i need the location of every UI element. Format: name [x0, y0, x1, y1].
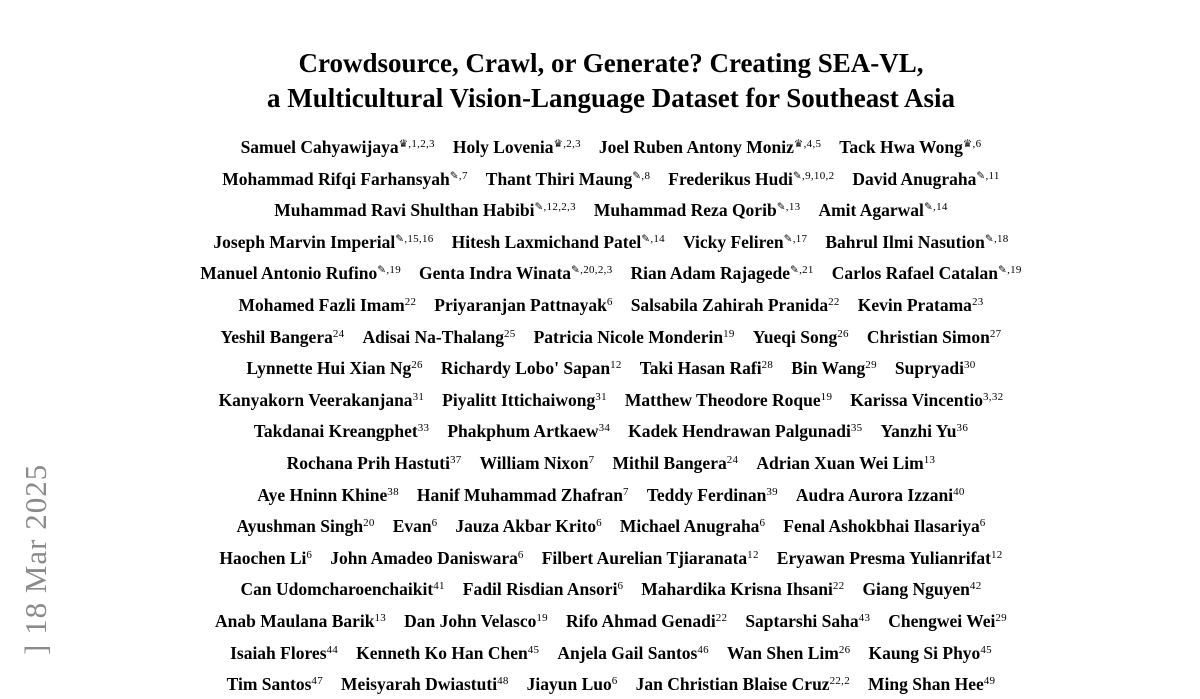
author-affiliation-superscript: 6 [431, 517, 438, 530]
author-line [22, 162, 1200, 194]
author-name: Tack Hwa Wong$^{♛,6}$ [839, 137, 982, 157]
author-line [22, 130, 1200, 162]
pen-icon: ✎ [776, 201, 786, 214]
author-name: Jauza Akbar Krito$^6$ [455, 516, 602, 537]
author-line [22, 446, 1200, 478]
arxiv-date-strip: ] 18 Mar 2025 [18, 463, 53, 655]
crown-icon: ♛ [962, 138, 973, 150]
author-affiliation-superscript: 12 [747, 548, 759, 561]
pen-icon: ✎ [997, 264, 1008, 277]
author-affiliation-superscript: 22 [715, 611, 728, 624]
author-name: Mohamed Fazli Imam$^{22}$ [238, 294, 417, 315]
author-affiliation-superscript: 6 [606, 295, 613, 308]
author-affiliation-superscript: ♛,1,2,3 [398, 138, 435, 150]
author-affiliation-superscript: 47 [311, 675, 324, 688]
author-name: Genta Indra Winata$^{✎,20,2,3}$ [419, 263, 613, 284]
author-affiliation-superscript: ✎,19 [377, 264, 402, 277]
author-affiliation-superscript: 38 [387, 485, 399, 498]
author-name: Frederikus Hudi$^{✎,9,10,2}$ [668, 168, 835, 189]
author-affiliation-superscript: ✎,20,2,3 [571, 264, 613, 277]
author-line [22, 667, 1200, 699]
author-name: Christian Simon$^{27}$ [866, 326, 1002, 347]
author-line [22, 225, 1200, 257]
author-affiliation-superscript: ♛,4,5 [793, 138, 822, 150]
author-affiliation-superscript: 45 [527, 643, 540, 656]
author-affiliation-superscript: 19 [723, 327, 735, 340]
pen-icon: ✎ [449, 169, 459, 182]
author-affiliation-superscript: ✎,8 [632, 169, 651, 182]
author-name: Joel Ruben Antony Moniz$^{♛,4,5}$ [598, 137, 822, 157]
author-name: Dan John Velasco$^{19}$ [404, 610, 548, 631]
author-name: Adisai Na-Thalang$^{25}$ [362, 326, 516, 347]
author-line [22, 383, 1200, 415]
author-affiliation-superscript: 43 [858, 611, 871, 624]
author-name: Ming Shan Hee$^{49}$ [868, 674, 996, 695]
author-affiliation-superscript: ✎,14 [923, 201, 948, 214]
author-affiliation-superscript: 44 [326, 643, 339, 656]
author-name: Kadek Hendrawan Palgunadi$^{35}$ [628, 421, 863, 442]
author-affiliation-superscript: 3,32 [982, 390, 1004, 403]
author-affiliation-superscript: 31 [412, 390, 425, 403]
pen-icon: ✎ [571, 264, 581, 277]
author-affiliation-superscript: 27 [989, 327, 1002, 340]
author-name: Ayushman Singh$^{20}$ [236, 516, 375, 537]
author-affiliation-superscript: 7 [588, 453, 595, 466]
author-affiliation-superscript: 7 [623, 485, 629, 498]
author-line [22, 414, 1200, 446]
author-name: Fadil Risdian Ansori$^6$ [462, 579, 624, 600]
author-name: Thant Thiri Maung$^{✎,8}$ [485, 168, 651, 189]
author-affiliation-superscript: 29 [995, 611, 1007, 624]
author-name: Audra Aurora Izzani$^{40}$ [795, 484, 965, 505]
author-name: Michael Anugraha$^6$ [619, 516, 766, 537]
author-name: Chengwei Wei$^{29}$ [888, 610, 1007, 631]
author-name: Amit Agarwal$^{✎,14}$ [818, 200, 948, 221]
author-affiliation-superscript: 31 [595, 390, 607, 403]
author-name: Filbert Aurelian Tjiaranata$^{12}$ [541, 547, 759, 568]
author-affiliation-superscript: 22 [404, 295, 417, 308]
author-affiliation-superscript: 19 [536, 611, 548, 624]
author-affiliation-superscript: 45 [980, 643, 992, 656]
author-name: Mohammad Rifqi Farhansyah$^{✎,7}$ [222, 168, 468, 189]
author-name: Phakphum Artkaew$^{34}$ [447, 421, 611, 442]
author-name: Hitesh Laxmichand Patel$^{✎,14}$ [451, 231, 665, 252]
author-affiliation-superscript: ✎,9,10,2 [792, 169, 835, 182]
author-affiliation-superscript: 24 [726, 453, 739, 466]
author-affiliation-superscript: 6 [979, 517, 986, 530]
author-name: Saptarshi Saha$^{43}$ [745, 610, 871, 631]
author-affiliation-superscript: 6 [617, 580, 624, 593]
author-name: Tim Santos$^{47}$ [226, 674, 324, 695]
author-name: Richardy Lobo' Sapan$^{12}$ [440, 358, 622, 379]
author-affiliation-superscript: 22,2 [829, 675, 851, 688]
author-line [22, 320, 1200, 352]
author-name: William Nixon$^7$ [479, 452, 595, 473]
author-affiliation-superscript: 6 [517, 548, 524, 561]
author-name: Kanyakorn Veerakanjana$^{31}$ [218, 389, 425, 410]
author-name: John Amadeo Daniswara$^6$ [330, 547, 524, 568]
author-affiliation-superscript: 19 [820, 390, 833, 403]
author-affiliation-superscript: 33 [417, 422, 430, 435]
author-name: Jan Christian Blaise Cruz$^{22,2}$ [635, 674, 851, 695]
author-name: Salsabila Zahirah Pranida$^{22}$ [630, 294, 840, 315]
author-name: Bin Wang$^{29}$ [791, 358, 877, 379]
paper-title-line2: a Multicultural Vision-Language Dataset for Southeast Asia [266, 83, 956, 113]
author-list [22, 130, 1200, 699]
author-name: Adrian Xuan Wei Lim$^{13}$ [756, 452, 936, 473]
author-name: Giang Nguyen$^{42}$ [862, 579, 982, 600]
author-name: Wan Shen Lim$^{26}$ [726, 642, 851, 663]
pen-icon: ✎ [984, 232, 994, 245]
pen-icon: ✎ [792, 169, 803, 182]
author-name: Isaiah Flores$^{44}$ [230, 642, 339, 663]
author-affiliation-superscript: 46 [697, 643, 709, 656]
author-name: Priyaranjan Pattnayak$^6$ [434, 294, 613, 315]
author-name: Can Udomcharoenchaikit$^{41}$ [240, 579, 445, 600]
author-name: Yanzhi Yu$^{36}$ [880, 421, 969, 442]
author-affiliation-superscript: ✎,7 [449, 169, 468, 182]
author-name: Anjela Gail Santos$^{46}$ [557, 642, 709, 663]
pen-icon: ✎ [632, 169, 642, 182]
author-affiliation-superscript: 40 [953, 485, 965, 498]
author-name: Teddy Ferdinan$^{39}$ [646, 484, 778, 505]
author-name: Yeshil Bangera$^{24}$ [220, 326, 345, 347]
author-line [22, 256, 1200, 288]
author-line [22, 351, 1200, 383]
author-affiliation-superscript: 22 [828, 295, 840, 308]
author-affiliation-superscript: ✎,21 [789, 264, 814, 277]
author-line [22, 478, 1200, 510]
author-line [22, 636, 1200, 668]
author-name: Supryadi$^{30}$ [894, 358, 976, 379]
author-affiliation-superscript: ✎,19 [997, 264, 1022, 277]
author-name: Karissa Vincentio$^{3,32}$ [850, 389, 1004, 410]
author-line [22, 193, 1200, 225]
author-name: Taki Hasan Rafi$^{28}$ [639, 358, 774, 379]
author-name: Holy Lovenia$^{♛,2,3}$ [452, 137, 581, 157]
pen-icon: ✎ [923, 201, 934, 214]
author-affiliation-superscript: 36 [956, 422, 969, 435]
author-affiliation-superscript: 6 [611, 675, 618, 688]
author-affiliation-superscript: 22 [832, 580, 845, 593]
author-affiliation-superscript: 49 [983, 675, 996, 688]
author-name: Mithil Bangera$^{24}$ [612, 452, 739, 473]
author-affiliation-superscript: 6 [596, 517, 602, 530]
author-name: Fenal Ashokbhai Ilasariya$^6$ [783, 516, 986, 537]
author-affiliation-superscript: 13 [374, 611, 387, 624]
author-affiliation-superscript: 26 [838, 643, 851, 656]
author-affiliation-superscript: 35 [850, 422, 863, 435]
author-name: David Anugraha$^{✎,11}$ [852, 168, 1000, 189]
author-affiliation-superscript: 23 [971, 295, 984, 308]
pen-icon: ✎ [534, 201, 544, 214]
author-affiliation-superscript: ♛,2,3 [553, 138, 581, 150]
author-affiliation-superscript: 25 [503, 327, 516, 340]
pen-icon: ✎ [783, 232, 793, 245]
author-name: Lynnette Hui Xian Ng$^{26}$ [246, 358, 423, 379]
pen-icon: ✎ [641, 232, 651, 245]
author-name: Eryawan Presma Yulianrifat$^{12}$ [776, 547, 1003, 568]
author-affiliation-superscript: ✎,15,16 [395, 232, 434, 245]
author-affiliation-superscript: ✎,11 [976, 169, 1000, 182]
author-name: Rian Adam Rajagede$^{✎,21}$ [630, 263, 814, 284]
author-name: Matthew Theodore Roque$^{19}$ [624, 389, 833, 410]
author-affiliation-superscript: 29 [865, 359, 877, 372]
author-affiliation-superscript: 20 [363, 517, 375, 530]
crown-icon: ♛ [793, 138, 804, 150]
author-name: Kenneth Ko Han Chen$^{45}$ [356, 642, 540, 663]
author-name: Joseph Marvin Imperial$^{✎,15,16}$ [213, 231, 434, 252]
author-affiliation-superscript: 30 [963, 359, 976, 372]
author-affiliation-superscript: 26 [411, 359, 423, 372]
author-affiliation-superscript: 48 [497, 675, 509, 688]
author-name: Rifo Ahmad Genadi$^{22}$ [565, 610, 728, 631]
author-affiliation-superscript: ✎,18 [984, 232, 1009, 245]
author-line [22, 541, 1200, 573]
author-name: Kevin Pratama$^{23}$ [857, 294, 984, 315]
author-name: Kaung Si Phyo$^{45}$ [868, 642, 992, 663]
author-affiliation-superscript: ✎,17 [783, 232, 808, 245]
author-affiliation-superscript: 12 [991, 548, 1003, 561]
author-name: Haochen Li$^6$ [219, 547, 313, 568]
author-line [22, 288, 1200, 320]
author-affiliation-superscript: 24 [332, 327, 345, 340]
author-name: Evan$^6$ [392, 516, 438, 537]
author-name: Anab Maulana Barik$^{13}$ [215, 610, 387, 631]
author-name: Aye Hninn Khine$^{38}$ [257, 484, 399, 505]
pen-icon: ✎ [395, 232, 405, 245]
pen-icon: ✎ [789, 264, 800, 277]
author-line [22, 604, 1200, 636]
author-affiliation-superscript: 6 [759, 517, 766, 530]
crown-icon: ♛ [398, 138, 409, 150]
pen-icon: ✎ [377, 264, 387, 277]
author-name: Manuel Antonio Rufino$^{✎,19}$ [200, 263, 402, 284]
pen-icon: ✎ [976, 169, 986, 182]
author-affiliation-superscript: ✎,14 [641, 232, 665, 245]
author-name: Meisyarah Dwiastuti$^{48}$ [341, 674, 509, 695]
author-affiliation-superscript: 13 [923, 453, 936, 466]
author-affiliation-superscript: 12 [610, 359, 622, 372]
paper-title [22, 46, 1200, 116]
paper-title-line1: Crowdsource, Crawl, or Generate? Creating SEA-VL, [298, 48, 924, 78]
author-affiliation-superscript: 41 [433, 580, 445, 593]
author-affiliation-superscript: 42 [969, 580, 982, 593]
author-name: Muhammad Ravi Shulthan Habibi$^{✎,12,2,3}$ [274, 200, 576, 221]
author-name: Hanif Muhammad Zhafran$^7$ [416, 484, 629, 505]
author-affiliation-superscript: 28 [761, 359, 774, 372]
author-name: Bahrul Ilmi Nasution$^{✎,18}$ [825, 231, 1009, 252]
author-name: Yueqi Song$^{26}$ [752, 326, 849, 347]
author-affiliation-superscript: ✎,12,2,3 [534, 201, 576, 214]
paper-front-matter [22, 0, 1200, 699]
author-name: Carlos Rafael Catalan$^{✎,19}$ [831, 263, 1022, 284]
author-affiliation-superscript: 26 [837, 327, 849, 340]
author-name: Patricia Nicole Monderin$^{19}$ [533, 326, 735, 347]
author-name: Vicky Feliren$^{✎,17}$ [682, 231, 808, 252]
author-affiliation-superscript: ♛,6 [962, 138, 982, 150]
author-name: Piyalitt Ittichaiwong$^{31}$ [442, 389, 607, 410]
author-line [22, 509, 1200, 541]
author-name: Rochana Prih Hastuti$^{37}$ [286, 452, 462, 473]
author-affiliation-superscript: 39 [766, 485, 778, 498]
author-name: Muhammad Reza Qorib$^{✎,13}$ [593, 200, 801, 221]
crown-icon: ♛ [553, 138, 564, 150]
author-name: Takdanai Kreangphet$^{33}$ [253, 421, 430, 442]
author-affiliation-superscript: 37 [449, 453, 462, 466]
author-affiliation-superscript: 34 [598, 422, 611, 435]
author-affiliation-superscript: 6 [306, 548, 313, 561]
author-name: Mahardika Krisna Ihsani$^{22}$ [641, 579, 845, 600]
author-affiliation-superscript: ✎,13 [776, 201, 801, 214]
author-name: Samuel Cahyawijaya$^{♛,1,2,3}$ [240, 137, 435, 157]
author-line [22, 572, 1200, 604]
author-name: Jiayun Luo$^6$ [526, 674, 618, 695]
